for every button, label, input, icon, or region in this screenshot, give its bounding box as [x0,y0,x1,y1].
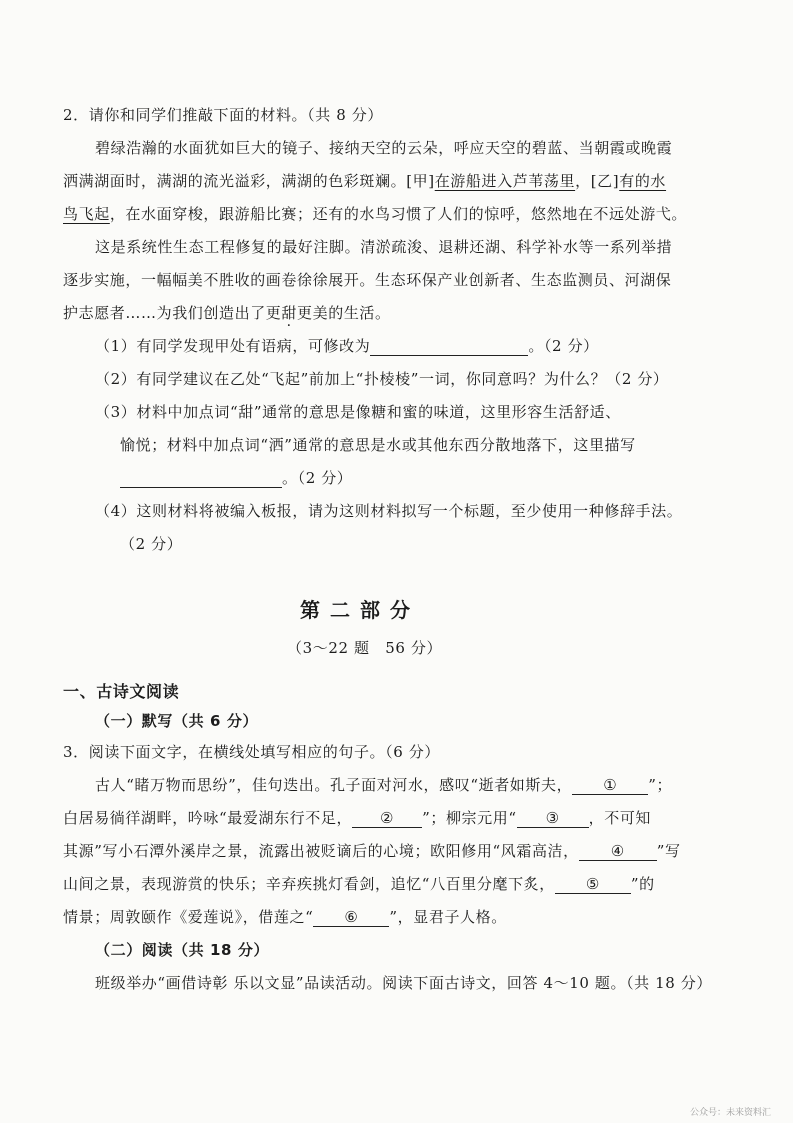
sub-question-3-line-1: （3）材料中加点词“甜”通常的意思是像糖和蜜的味道，这里形容生活舒适、 [95,403,621,421]
q3-text-line-2: 白居易徜徉湖畔，吟咏“最爱湖东行不足， ② ”；柳宗元用“ ③ ，不可知 [63,809,652,827]
material-paragraph-2-line-2: 逐步实施，一幅幅美不胜收的画卷徐徐展开。生态环保产业创新者、生态监测员、河湖保 [63,271,672,289]
question-2-header: 2．请你和同学们推敲下面的材料。（共 8 分） [63,106,383,124]
question-3-header: 3．阅读下面文字，在横线处填写相应的句子。（6 分） [63,743,440,761]
blank-5[interactable]: ⑤ [555,875,631,894]
subsection-reading: （二）阅读（共 18 分） [95,941,270,959]
emphasis-dot-tian: 甜 [281,304,298,322]
material-paragraph-2-line-3: 护志愿者……为我们创造出了更甜更美的生活。 [63,304,391,322]
material-paragraph-1-line-2: 洒满湖面时，满湖的流光溢彩，满湖的色彩斑斓。[甲]在游船进入芦苇荡里，[乙]有的水 [63,172,667,190]
answer-blank-1[interactable] [370,337,528,356]
sub-question-4-line-1: （4）这则材料将被编入板报，请为这则材料拟写一个标题，至少使用一种修辞手法。 [95,502,683,520]
question-4-intro: 班级举办“画借诗彰 乐以文显”品读活动。阅读下面古诗文，回答 4～10 题。（共 18 分） [95,974,712,992]
sub-question-1: （1）有同学发现甲处有语病，可修改为 。（2 分） [95,337,599,355]
q3-text-line-4: 山间之景，表现游赏的快乐；辛弃疾挑灯看剑，追忆“八百里分麾下炙， ⑤ ”的 [63,875,655,893]
material-paragraph-1-line-1: 碧绿浩瀚的水面犹如巨大的镜子、接纳天空的云朵，呼应天空的碧蓝、当朝霞或晚霞 [95,139,673,157]
blank-2[interactable]: ② [352,809,422,828]
subsection-dictation: （一）默写（共 6 分） [95,712,259,730]
blank-4[interactable]: ④ [579,842,657,861]
material-paragraph-1-line-3: 鸟飞起，在水面穿梭，跟游船比赛；还有的水鸟习惯了人们的惊呼，悠然地在不远处游弋。 [63,205,688,223]
sub-question-4-line-2: （2 分） [120,535,183,553]
blank-6[interactable]: ⑥ [313,908,389,927]
q3-text-line-5: 情景；周敦颐作《爱莲说》，借莲之“ ⑥ ”，显君子人格。 [63,908,507,926]
q3-text-line-1: 古人“睹万物而思纷”，佳句迭出。孔子面对河水，感叹“逝者如斯夫， ① ”； [95,776,673,794]
part-title: 第二部分 [300,598,420,622]
material-paragraph-2-line-1: 这是系统性生态工程修复的最好注脚。清淤疏浚、退耕还湖、科学补水等一系列举措 [95,238,673,256]
watermark-text: 公众号：未来资料汇 [690,1108,772,1118]
section-heading: 一、古诗文阅读 [63,682,180,701]
sub-question-2: （2）有同学建议在乙处“飞起”前加上“扑棱棱”一词，你同意吗？为什么？（2 分） [95,370,669,388]
sub-question-3-line-3: 。（2 分） [120,467,352,488]
blank-1[interactable]: ① [572,776,648,795]
sub-question-3-line-2: 愉悦；材料中加点词“洒”通常的意思是水或其他东西分散地落下，这里描写 [120,436,636,454]
yi-underlined-text: 有的水 [619,172,667,190]
jia-underlined-text: 在游船进入芦苇荡里 [434,172,576,190]
answer-blank-3[interactable] [120,469,282,488]
q3-text-line-3: 其源”写小石潭外溪岸之景，流露出被贬谪后的心境；欧阳修用“风霜高洁， ④ ”写 [63,842,681,860]
blank-3[interactable]: ③ [517,809,589,828]
part-subtitle: （3～22 题 56 分） [287,639,443,657]
